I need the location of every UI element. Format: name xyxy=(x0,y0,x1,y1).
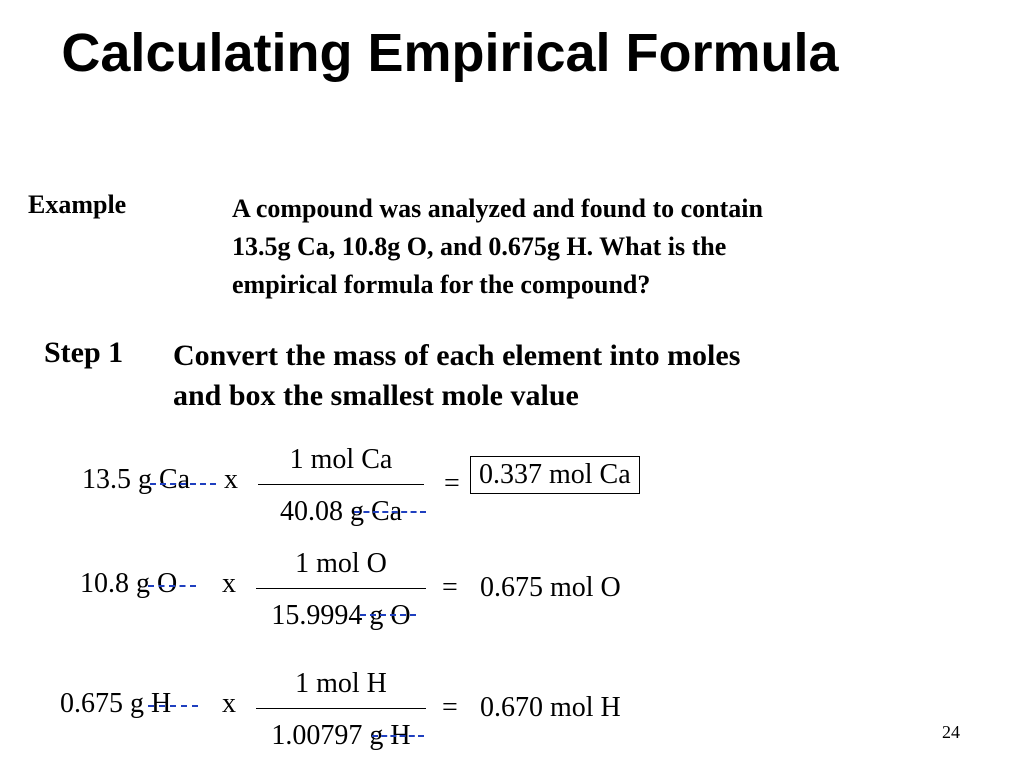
fraction-bar xyxy=(256,708,426,709)
example-line: 13.5g Ca, 10.8g O, and 0.675g H. What is the xyxy=(232,232,727,261)
fraction-denominator: 1.00797 g H xyxy=(271,720,411,751)
cancel-mark xyxy=(148,705,198,707)
fraction-numerator: 1 mol O xyxy=(295,548,387,579)
cancel-mark xyxy=(148,585,196,587)
cancel-mark xyxy=(354,511,426,513)
equals-sign: = xyxy=(442,572,458,603)
step-label: Step 1 xyxy=(44,336,124,369)
multiply-sign: x xyxy=(222,568,236,599)
mass-value: 0.675 g H xyxy=(60,688,172,719)
result-value: 0.675 mol O xyxy=(480,572,621,603)
step-line: Convert the mass of each element into moles xyxy=(173,339,741,372)
equals-sign: = xyxy=(444,468,460,499)
multiply-sign: x xyxy=(222,688,236,719)
step-instructions xyxy=(173,336,740,416)
result-value: 0.670 mol H xyxy=(480,692,621,723)
example-label: Example xyxy=(28,190,127,219)
example-line: A compound was analyzed and found to contain xyxy=(232,194,763,223)
example-line: empirical formula for the compound? xyxy=(232,270,651,299)
multiply-sign: x xyxy=(224,464,238,495)
mass-value: 10.8 g O xyxy=(80,568,178,599)
fraction-bar xyxy=(256,588,426,589)
fraction-denominator: 15.9994 g O xyxy=(271,600,411,631)
equals-sign: = xyxy=(442,692,458,723)
mass-value: 13.5 g Ca xyxy=(82,464,191,495)
slide-title: Calculating Empirical Formula xyxy=(61,23,839,83)
result-boxed: 0.337 mol Ca xyxy=(470,456,640,494)
fraction-bar xyxy=(258,484,424,485)
cancel-mark xyxy=(360,614,416,616)
fraction-denominator: 40.08 g Ca xyxy=(279,496,403,527)
fraction-numerator: 1 mol Ca xyxy=(289,444,393,475)
example-problem xyxy=(232,190,763,304)
cancel-mark xyxy=(372,735,424,737)
page-number: 24 xyxy=(942,722,960,742)
cancel-mark xyxy=(150,483,216,485)
step-line: and box the smallest mole value xyxy=(173,379,579,412)
fraction-numerator: 1 mol H xyxy=(295,668,387,699)
